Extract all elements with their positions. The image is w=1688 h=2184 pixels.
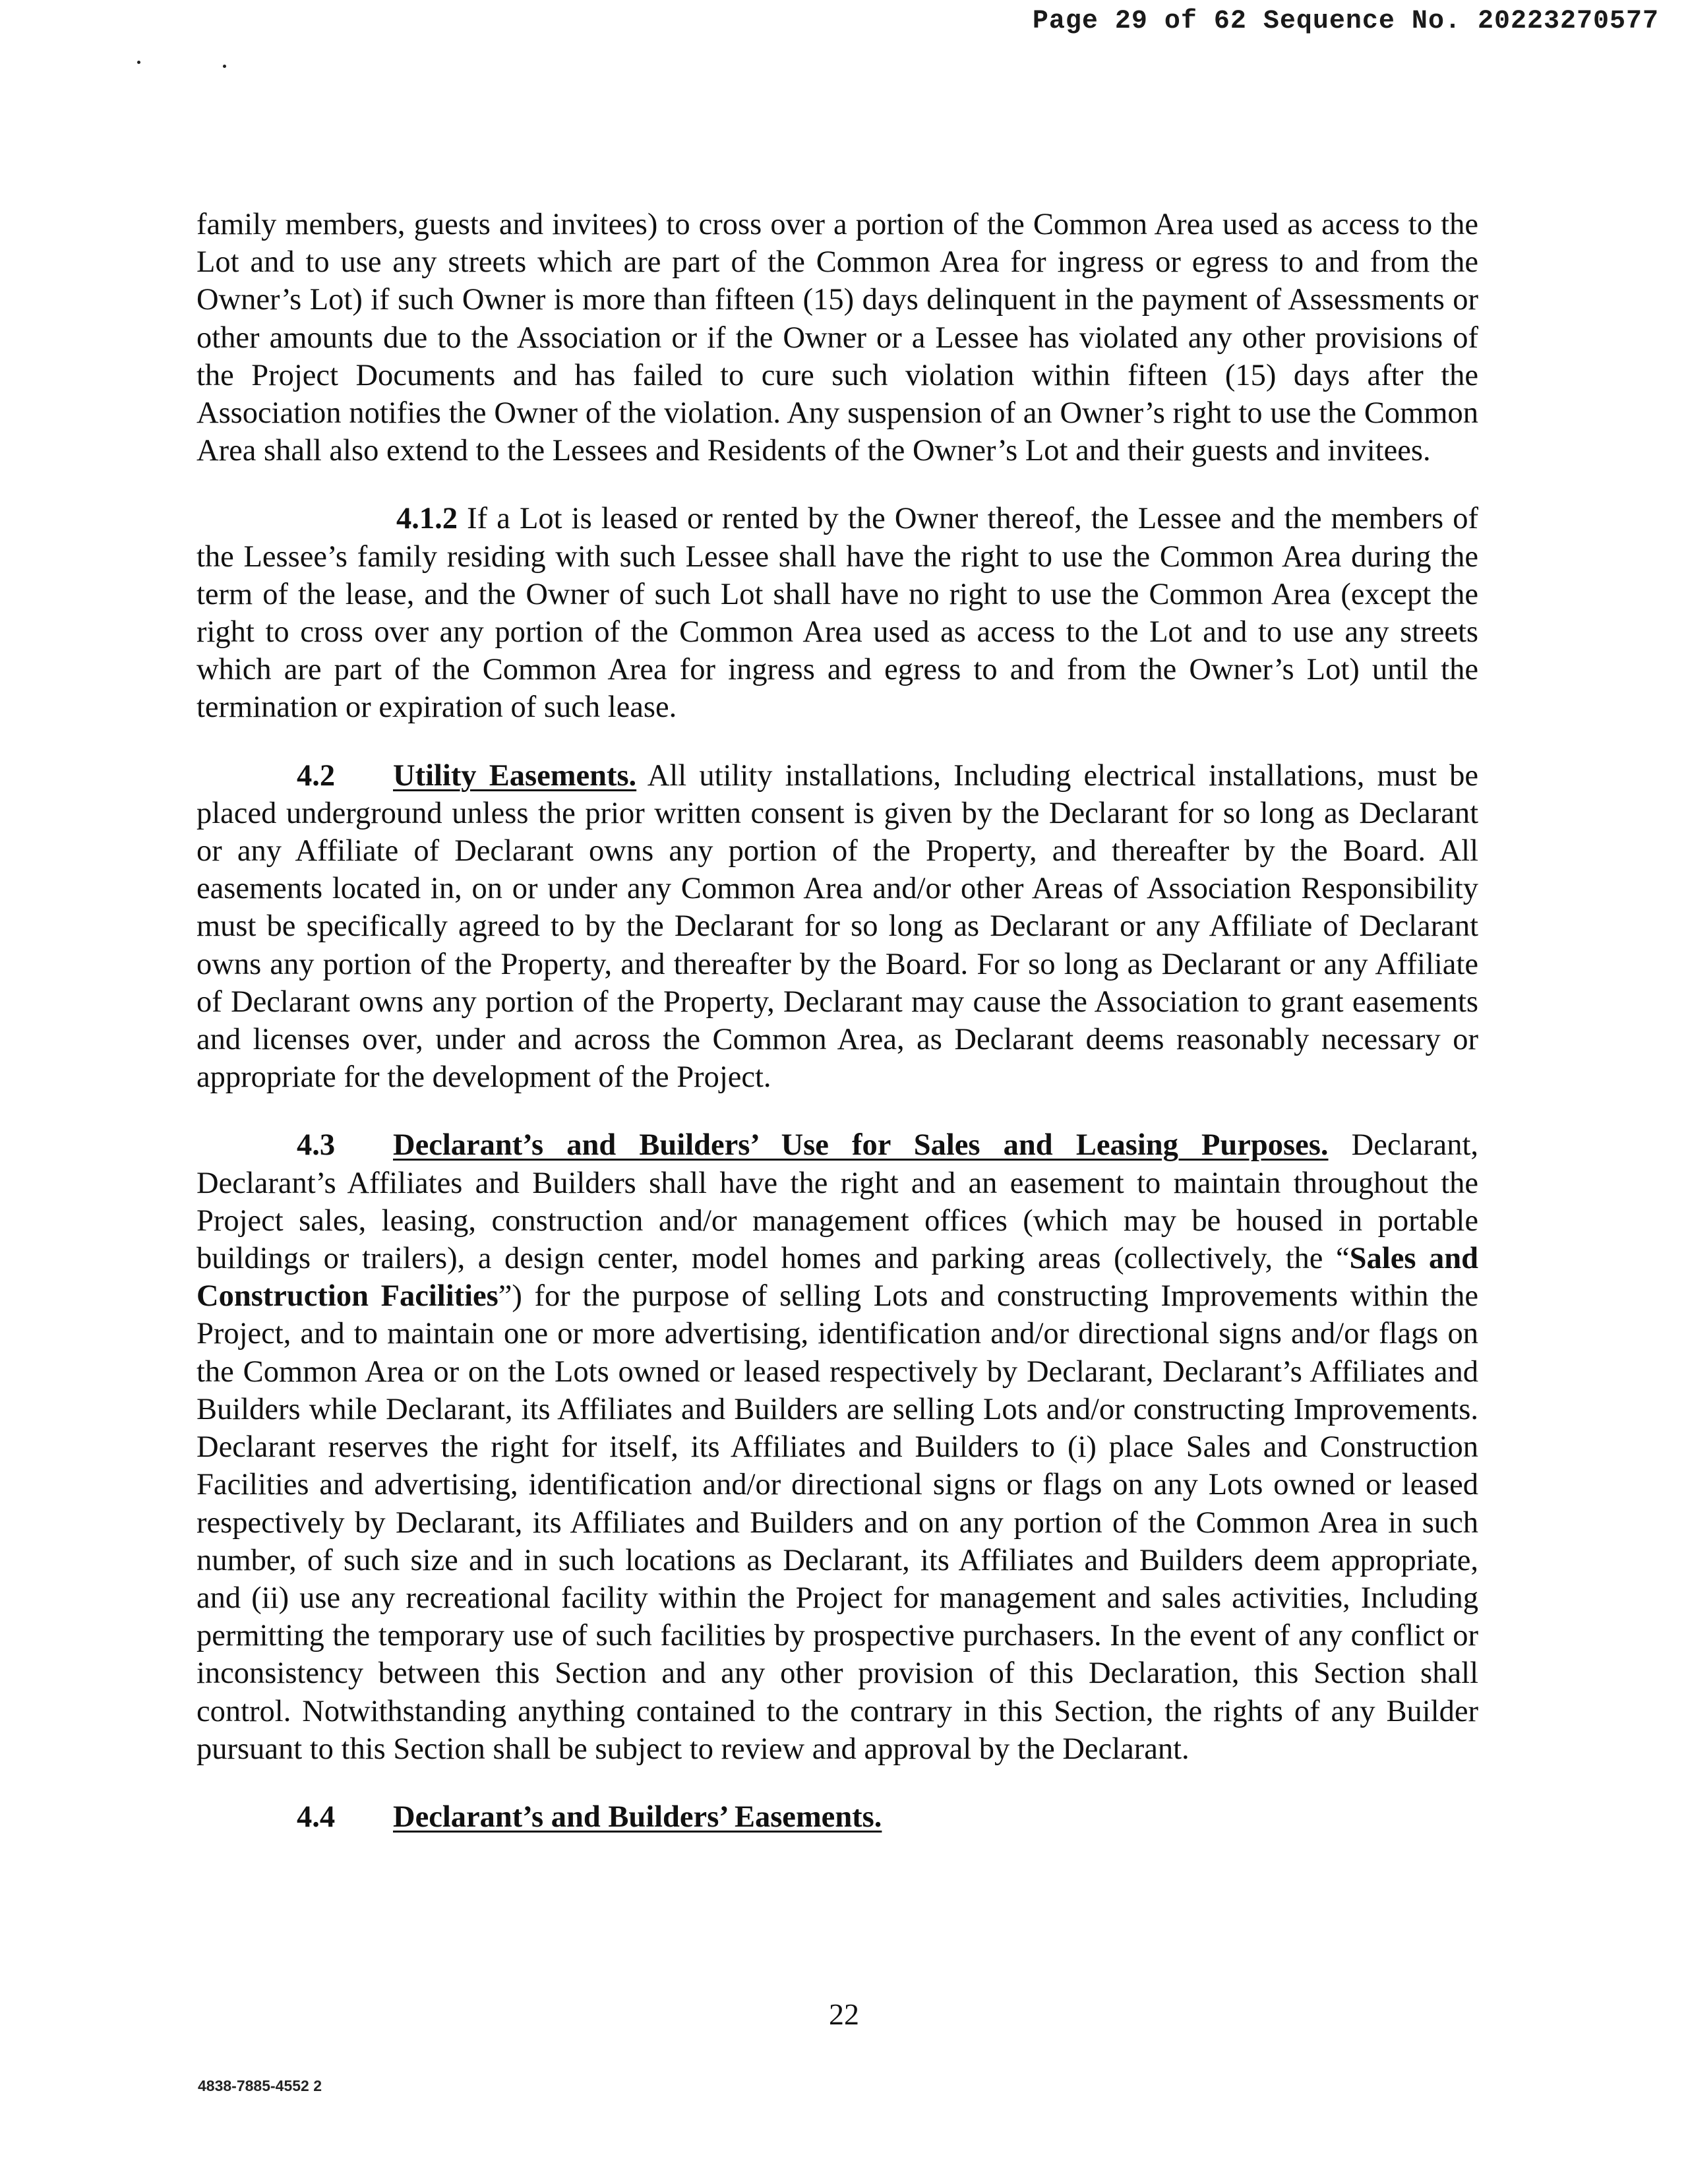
section-text: All utility installations, Including electrical installations, must be placed underground unless the prior written consent is given by the Declarant for so long as Declarant or any Affiliate of Declarant owns any portion of the Property, and thereafter by the Board. All easements located in, on or under any Common Area and/or other Areas of Association Responsibility must be specifically agreed to by the Declarant for so long as Declarant or any Affiliate of Declarant owns any portion of the Property, and thereafter by the Board. For so long as Declarant or any Affiliate of Declarant owns any portion of the Property, Declarant may cause the Association to grant easements and licenses over, under and across the Common Area, as Declarant deems reasonably necessary or appropriate for the development of the Project. — [196, 758, 1479, 1095]
sequence-stamp: Page 29 of 62 Sequence No. 20223270577 — [1032, 7, 1659, 36]
section-4-3 — [196, 1126, 1478, 1767]
page-number: 22 — [829, 1997, 859, 2031]
section-heading: Utility Easements. — [393, 758, 637, 793]
section-4-1-2 — [196, 500, 1478, 726]
section-4-2 — [196, 757, 1478, 1097]
scan-speck — [223, 65, 226, 68]
section-number: 4.4 — [297, 1800, 336, 1834]
section-heading: Declarant’s and Builders’ Use for Sales and Leasing Purposes. — [393, 1128, 1329, 1163]
section-text: ”) for the purpose of selling Lots and constructing Improvements within the Project, and to maintain one or more advertising, identification and/or directional signs and/or flags on the Common Area or on the Lots owned or leased respectively by Declarant, Declarant’s Affiliates and Builders while Declarant, its Affiliates and Builders are selling Lots and/or constructing Improvements. Declarant reserves the right for itself, its Affiliates and Builders to (i) place Sales and Construction Facilities and advertising, identification and/or directional signs or flags on any Lots owned or leased respectively by Declarant, its Affiliates and Builders and on any portion of the Common Area in such number, of such size and in such locations as Declarant, its Affiliates and Builders deem appropriate, and (ii) use any recreational facility within the Project for management and sales activities, Including permitting the temporary use of such facilities by prospective purchasers. In the event of any conflict or inconsistency between this Section and any other provision of this Declaration, this Section shall control. Notwithstanding anything contained to the contrary in this Section, the rights of any Builder pursuant to this Section shall be subject to review and approval by the Declarant. — [196, 1279, 1478, 1766]
section-heading: Declarant’s and Builders’ Easements. — [393, 1800, 882, 1834]
section-number: 4.2 — [297, 758, 336, 793]
section-text: If a Lot is leased or rented by the Owner thereof, the Lessee and the members of the Lessee’s family residing with such Lessee shall have the right to use the Common Area during the term of the lease, and the Owner of such Lot shall have no right to use the Common Area (except the right to cross over any portion of the Common Area used as access to the Lot and to use any streets which are part of the Common Area for ingress and egress to and from the Owner’s Lot) until the termination or expiration of such lease. — [196, 502, 1478, 725]
section-text: Declarant, Declarant’s Affiliates and Builders shall have the right and an easement to maintain throughout the Project sales, leasing, construction and/or management offices (which may be housed in portable buildings or trailers), a design center, model homes and parking areas (collectively, the “ — [196, 1128, 1478, 1276]
document-id: 4838-7885-4552 2 — [198, 2077, 322, 2094]
section-number: 4.3 — [297, 1128, 336, 1163]
scan-speck — [137, 61, 140, 64]
paragraph-continuation — [196, 206, 1478, 470]
defined-term: Sales and Construction Facilities — [196, 1242, 1478, 1314]
section-4-4 — [196, 1798, 1478, 1836]
section-number: 4.1.2 — [396, 502, 458, 536]
document-body — [196, 206, 1478, 1866]
paragraph-text: family members, guests and invitees) to cross over a portion of the Common Area used as access to the Lot and to use any streets which are part of the Common Area for ingress or egress to and from the Owner’s Lot) if such Owner is more than fifteen (15) days delinquent in the payment of Assessments or other amounts due to the Association or if the Owner or a Lessee has violated any other provisions of the Project Documents and has failed to cure such violation within fifteen (15) days after the Association notifies the Owner of the violation. Any suspension of an Owner’s right to use the Common Area shall also extend to the Lessees and Residents of the Owner’s Lot and their guests and invitees. — [196, 208, 1478, 468]
